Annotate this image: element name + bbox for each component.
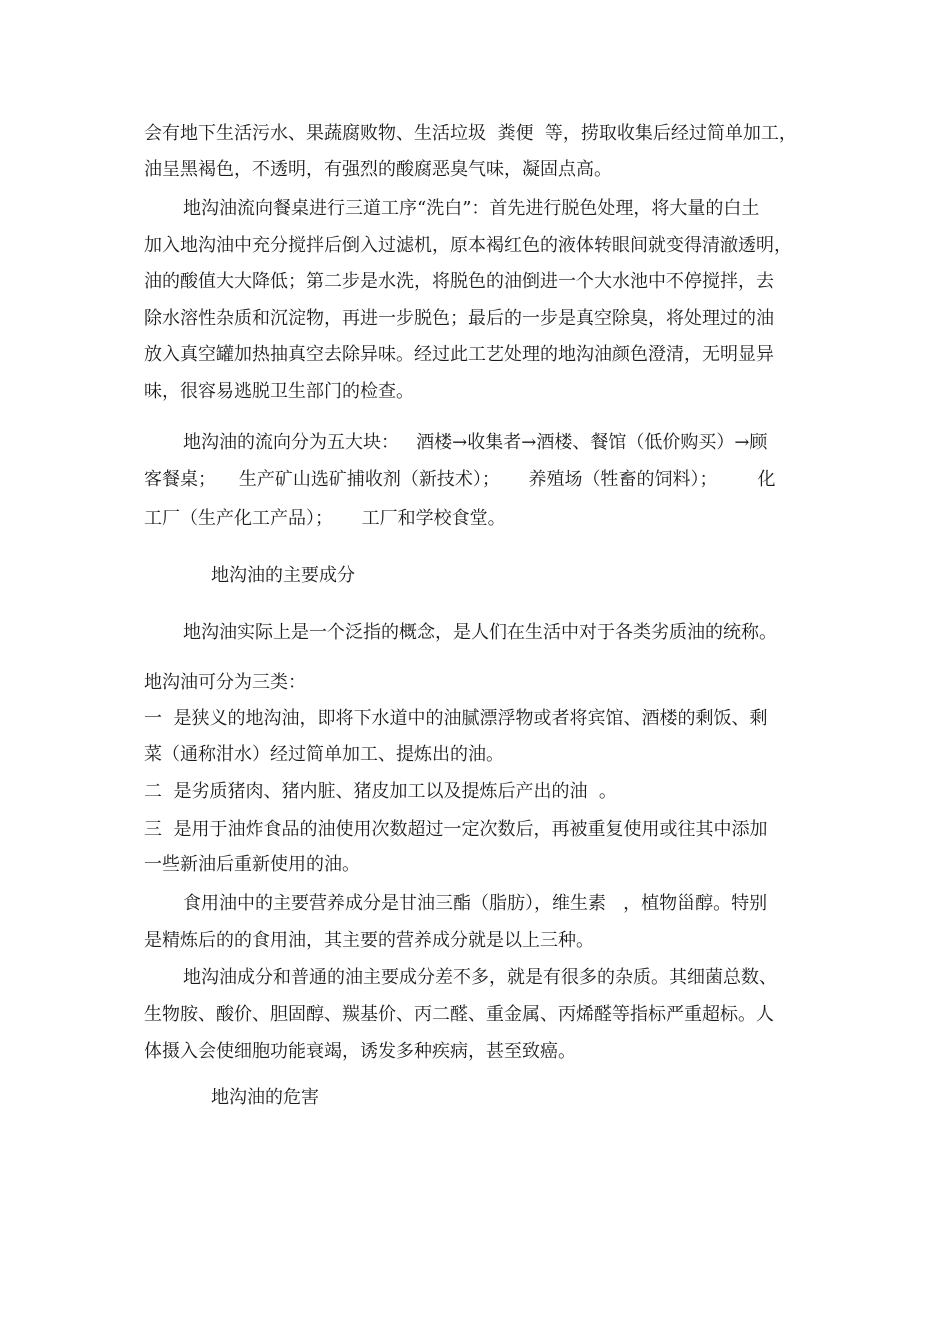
section-heading: 地沟油的危害	[211, 1087, 319, 1108]
paragraph-line: 地沟油可分为三类：	[144, 672, 306, 693]
paragraph-line: 味，很容易逃脱卫生部门的检查。	[144, 381, 414, 402]
list-item: 一 是狭义的地沟油，即将下水道中的油腻漂浮物或者将宾馆、酒楼的剩饭、剩	[144, 708, 768, 729]
paragraph-line: 客餐桌； 生产矿山选矿捕收剂（新技术）； 养殖场（牲畜的饲料）； 化	[144, 469, 776, 490]
paragraph-line: 会有地下生活污水、果蔬腐败物、生活垃圾 粪便 等，捞取收集后经过简单加工，	[144, 123, 797, 144]
paragraph-line: 加入地沟油中充分搅拌后倒入过滤机，原本褐红色的液体转眼间就变得清澈透明，	[144, 235, 792, 256]
paragraph-line: 地沟油的流向分为五大块： 酒楼→收集者→酒楼、餐馆（低价购买）→顾	[183, 432, 768, 453]
list-item: 三 是用于油炸食品的油使用次数超过一定次数后，再被重复使用或往其中添加	[144, 819, 768, 840]
paragraph-line: 工厂（生产化工产品）； 工厂和学校食堂。	[144, 508, 506, 529]
list-item: 二 是劣质猪肉、猪内脏、猪皮加工以及提炼后产出的油 。	[144, 781, 617, 802]
section-heading: 地沟油的主要成分	[211, 565, 355, 586]
paragraph-line: 油呈黑褐色，不透明，有强烈的酸腐恶臭气味，凝固点高。	[144, 159, 612, 180]
paragraph-line: 体摄入会使细胞功能衰竭，诱发多种疾病，甚至致癌。	[144, 1041, 576, 1062]
paragraph-line: 是精炼后的的食用油，其主要的营养成分就是以上三种。	[144, 930, 594, 951]
paragraph-line: 除水溶性杂质和沉淀物，再进一步脱色；最后的一步是真空除臭，将处理过的油	[144, 308, 774, 329]
paragraph-line: 放入真空罐加热抽真空去除异味。经过此工艺处理的地沟油颜色澄清，无明显异	[144, 344, 774, 365]
paragraph-line: 地沟油成分和普通的油主要成分差不多，就是有很多的杂质。其细菌总数、	[183, 967, 777, 988]
paragraph-line: 油的酸值大大降低；第二步是水洗，将脱色的油倒进一个大水池中不停搅拌，去	[144, 271, 774, 292]
paragraph-line: 生物胺、酸价、胆固醇、羰基价、丙二醛、重金属、丙烯醛等指标严重超标。人	[144, 1004, 774, 1025]
paragraph-line: 食用油中的主要营养成分是甘油三酯（脂肪），维生素 ，植物甾醇。特别	[183, 893, 768, 914]
paragraph-line: 地沟油实际上是一个泛指的概念，是人们在生活中对于各类劣质油的统称。	[183, 622, 777, 643]
paragraph-line: 一些新油后重新使用的油。	[144, 854, 360, 875]
paragraph-line: 地沟油流向餐桌进行三道工序“洗白”：首先进行脱色处理，将大量的白土	[183, 198, 760, 219]
paragraph-line: 菜（通称泔水）经过简单加工、提炼出的油。	[144, 744, 504, 765]
